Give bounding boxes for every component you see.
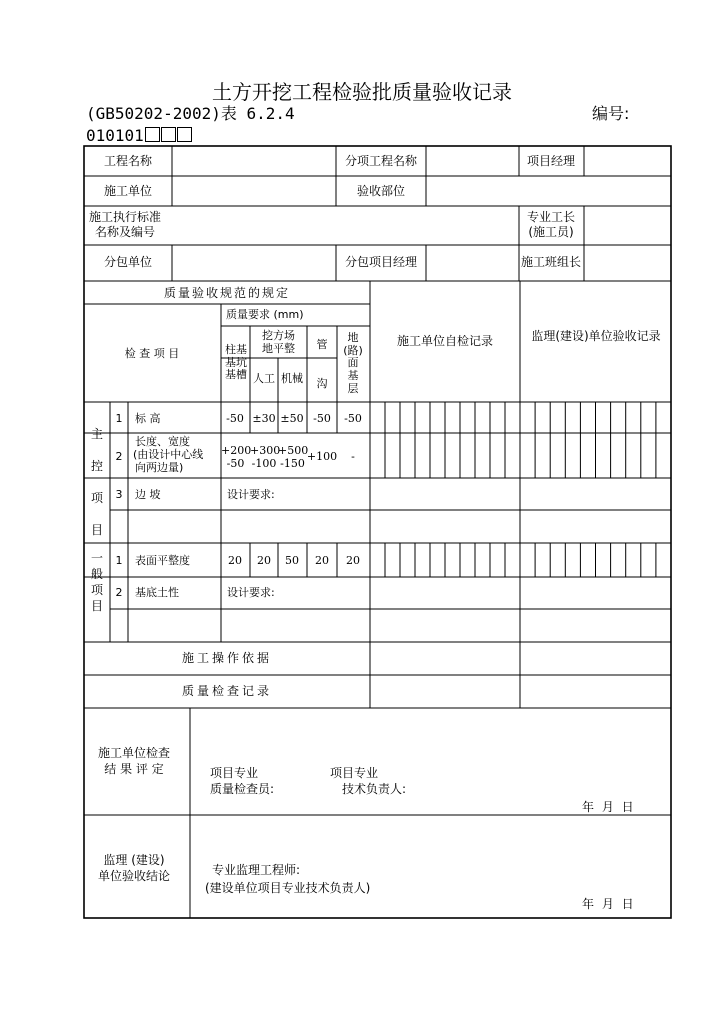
quality-req-label: 质量要求 (mm) <box>226 308 304 321</box>
main-row1-v3: ±50 <box>280 412 304 425</box>
acceptance-part-label: 验收部位 <box>356 184 406 198</box>
form-code-prefix: 010101 <box>86 126 144 145</box>
col-manual-label: 人工 <box>253 372 275 385</box>
main-row1-no: 1 <box>115 412 123 425</box>
general-row2-no: 2 <box>115 586 123 599</box>
main-row1-v4: -50 <box>313 412 331 425</box>
project-name-label: 工程名称 <box>103 154 153 168</box>
subcontractor-label: 分包单位 <box>103 255 153 269</box>
general-row1-v3: 50 <box>285 554 299 567</box>
self-check-label: 施工单位自检记录 <box>396 334 494 348</box>
supervision-label: 监理(建设)单位验收记录 <box>531 329 661 343</box>
number-label: 编号: <box>592 104 630 123</box>
col-site-label: 挖方场 地平整 <box>262 329 295 355</box>
main-row2-v5: - <box>351 450 355 463</box>
foreman-label: 专业工长 (施工员) <box>527 210 576 239</box>
general-row2-name: 基底土性 <box>135 586 179 599</box>
general-items-label: 一般项目 <box>90 551 103 613</box>
general-row1-name: 表面平整度 <box>135 554 190 567</box>
general-row1-v1: 20 <box>228 554 242 567</box>
main-row1-v1: -50 <box>226 412 244 425</box>
col-machine-label: 机械 <box>281 372 303 385</box>
quality-inspector-label: 项目专业 质量检查员: <box>210 766 275 796</box>
general-row2-req: 设计要求: <box>227 586 275 599</box>
col-pipe-label-2: 沟 <box>316 377 328 390</box>
owner-tech-lead-label: (建设单位项目专业技术负责人) <box>205 881 371 895</box>
page-title: 土方开挖工程检验批质量验收记录 <box>212 80 512 104</box>
spec-heading: 质量验收规范的规定 <box>163 286 291 300</box>
team-leader-label: 施工班组长 <box>520 255 582 269</box>
conclusion-label: 监理 (建设) 单位验收结论 <box>98 853 171 884</box>
main-row1-v5: -50 <box>344 412 362 425</box>
col-road-label: 地(路)面基层 <box>343 331 363 395</box>
col-pile-label: 柱基 基坑 基槽 <box>225 343 247 382</box>
main-row2-no: 2 <box>115 450 123 463</box>
result-label: 施工单位检查 结 果 评 定 <box>98 746 171 777</box>
inspection-record-label: 质量检查记录 <box>181 684 273 698</box>
main-row1-v2: ±30 <box>252 412 276 425</box>
main-row3-req: 设计要求: <box>227 488 275 501</box>
supervising-engineer-label: 专业监理工程师: <box>212 863 301 877</box>
col-pipe-label-1: 管 <box>316 338 328 351</box>
construction-unit-label: 施工单位 <box>103 184 153 198</box>
operation-basis-label: 施工操作依据 <box>181 651 273 665</box>
sub-manager-label: 分包项目经理 <box>344 255 418 269</box>
main-row1-name: 标 高 <box>135 412 161 425</box>
general-row1-no: 1 <box>115 554 123 567</box>
tech-lead-label: 项目专业 技术负责人: <box>330 766 407 796</box>
main-items-label: 主控项目 <box>90 427 103 537</box>
conclusion-date: 年 月 日 <box>582 897 634 911</box>
check-item-label: 检 查 项 目 <box>124 347 180 360</box>
project-manager-label: 项目经理 <box>526 154 576 168</box>
general-row1-v5: 20 <box>346 554 360 567</box>
standard-code: (GB50202-2002)表 6.2.4 <box>86 104 295 123</box>
general-row1-v2: 20 <box>257 554 271 567</box>
standard-label: 施工执行标准 名称及编号 <box>89 210 162 239</box>
main-row2-v1: +200 -50 <box>221 444 252 471</box>
main-row2-v3: +500 -150 <box>278 444 309 471</box>
main-row2-name: 长度、宽度 (由设计中心线 向两边量) <box>133 435 204 474</box>
main-row3-name: 边 坡 <box>135 488 161 501</box>
result-date: 年 月 日 <box>582 800 634 814</box>
sub-project-name-label: 分项工程名称 <box>344 154 418 168</box>
main-row3-no: 3 <box>115 488 123 501</box>
main-row2-v4: +100 <box>306 450 338 463</box>
general-row1-v4: 20 <box>315 554 329 567</box>
main-row2-v2: +300 -100 <box>250 444 281 471</box>
